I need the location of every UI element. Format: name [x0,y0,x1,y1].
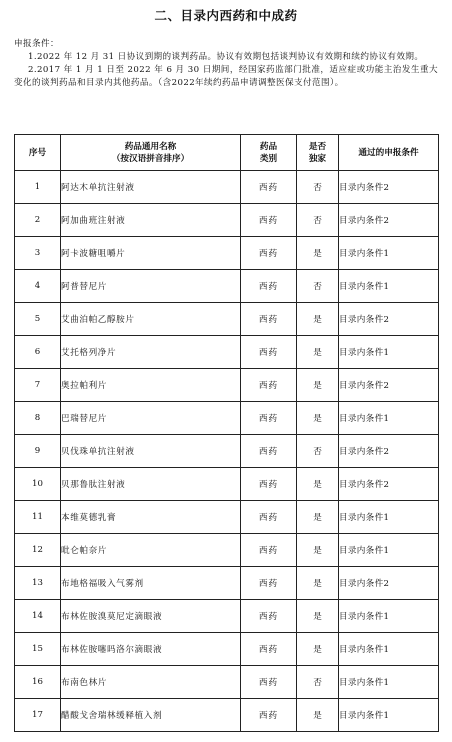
row-number: 8 [15,402,61,435]
drug-condition: 目录内条件2 [339,435,439,468]
table-row [15,402,439,435]
drug-name: 巴瑞替尼片 [61,402,241,435]
row-number: 13 [15,567,61,600]
table-row [15,633,439,666]
drug-name: 阿卡波糖咀嚼片 [61,237,241,270]
header-name [61,135,241,171]
drug-name: 奥拉帕利片 [61,369,241,402]
row-number: 12 [15,534,61,567]
drug-table [14,134,439,732]
drug-name: 本维莫德乳膏 [61,501,241,534]
table-row [15,369,439,402]
drug-category: 西药 [241,402,297,435]
drug-category: 西药 [241,600,297,633]
header-category-line2: 类别 [259,153,278,164]
drug-exclusive: 是 [297,336,339,369]
drug-category: 西药 [241,204,297,237]
header-condition: 通过的申报条件 [339,135,439,171]
header-category-line1: 药品 [259,141,278,152]
drug-condition: 目录内条件2 [339,171,439,204]
drug-category: 西药 [241,336,297,369]
header-exclusive [297,135,339,171]
drug-condition: 目录内条件1 [339,402,439,435]
section-title: 二、目录内西药和中成药 [154,8,298,23]
drug-exclusive: 是 [297,534,339,567]
drug-exclusive: 否 [297,666,339,699]
drug-name: 阿达木单抗注射液 [61,171,241,204]
drug-name: 布林佐胺噻吗洛尔滴眼液 [61,633,241,666]
table-row [15,468,439,501]
drug-exclusive: 是 [297,369,339,402]
drug-category: 西药 [241,633,297,666]
row-number: 4 [15,270,61,303]
row-number: 14 [15,600,61,633]
drug-exclusive: 否 [297,204,339,237]
drug-name: 贝那鲁肽注射液 [61,468,241,501]
drug-exclusive: 是 [297,600,339,633]
conditions-label: 申报条件： [14,39,59,49]
drug-condition: 目录内条件1 [339,633,439,666]
row-number: 11 [15,501,61,534]
drug-exclusive: 是 [297,468,339,501]
drug-exclusive: 是 [297,501,339,534]
drug-condition: 目录内条件1 [339,666,439,699]
drug-condition: 目录内条件2 [339,303,439,336]
drug-name: 醋酸戈舍瑞林缓释植入剂 [61,699,241,732]
drug-name: 艾托格列净片 [61,336,241,369]
drug-exclusive: 是 [297,567,339,600]
drug-category: 西药 [241,699,297,732]
drug-category: 西药 [241,237,297,270]
table-row [15,336,439,369]
drug-exclusive: 否 [297,171,339,204]
drug-name: 布南色林片 [61,666,241,699]
table-row [15,666,439,699]
header-no: 序号 [15,135,61,171]
row-number: 1 [15,171,61,204]
drug-name: 艾曲泊帕乙醇胺片 [61,303,241,336]
row-number: 17 [15,699,61,732]
drug-condition: 目录内条件1 [339,534,439,567]
header-category [241,135,297,171]
drug-name: 阿加曲班注射液 [61,204,241,237]
drug-exclusive: 是 [297,633,339,666]
drug-name: 布地格福吸入气雾剂 [61,567,241,600]
drug-category: 西药 [241,270,297,303]
drug-category: 西药 [241,468,297,501]
drug-exclusive: 是 [297,303,339,336]
row-number: 10 [15,468,61,501]
table-row [15,699,439,732]
table-header-row [15,135,439,171]
conditions-block [14,38,438,90]
drug-condition: 目录内条件2 [339,468,439,501]
drug-category: 西药 [241,534,297,567]
drug-condition: 目录内条件1 [339,270,439,303]
drug-exclusive: 否 [297,270,339,303]
table-row [15,534,439,567]
table-row [15,501,439,534]
drug-category: 西药 [241,567,297,600]
drug-category: 西药 [241,435,297,468]
row-number: 15 [15,633,61,666]
condition-item-1: 1.2022 年 12 月 31 日协议到期的谈判药品。协议有效期包括谈判协议有效期和续约协议有效期。 [28,52,424,62]
drug-category: 西药 [241,501,297,534]
condition-item-2: 2.2017 年 1 月 1 日至 2022 年 6 月 30 日期间，经国家药监部门批准，适应症或功能主治发生重大变化的谈判药品和目录内其他药品。（含2022年续约药品申请调整医保支付范围）。 [14,65,438,88]
drug-condition: 目录内条件2 [339,369,439,402]
drug-condition: 目录内条件1 [339,237,439,270]
table-row [15,303,439,336]
table-row [15,600,439,633]
row-number: 16 [15,666,61,699]
row-number: 3 [15,237,61,270]
drug-category: 西药 [241,303,297,336]
table-row [15,567,439,600]
header-exclusive-line1: 是否 [308,141,327,152]
table-row [15,204,439,237]
drug-condition: 目录内条件1 [339,336,439,369]
drug-condition: 目录内条件1 [339,501,439,534]
row-number: 9 [15,435,61,468]
drug-exclusive: 否 [297,435,339,468]
header-name-line2: （按汉语拼音排序） [111,153,190,164]
drug-exclusive: 是 [297,699,339,732]
table-row [15,270,439,303]
drug-condition: 目录内条件2 [339,204,439,237]
drug-exclusive: 是 [297,402,339,435]
drug-condition: 目录内条件1 [339,600,439,633]
table-row [15,171,439,204]
table-row [15,435,439,468]
table-row [15,237,439,270]
drug-name: 吡仑帕奈片 [61,534,241,567]
header-name-line1: 药品通用名称 [124,141,177,152]
drug-category: 西药 [241,171,297,204]
drug-name: 阿普替尼片 [61,270,241,303]
drug-condition: 目录内条件1 [339,699,439,732]
row-number: 7 [15,369,61,402]
drug-category: 西药 [241,369,297,402]
header-exclusive-line2: 独家 [308,153,327,164]
row-number: 6 [15,336,61,369]
drug-condition: 目录内条件2 [339,567,439,600]
row-number: 5 [15,303,61,336]
drug-category: 西药 [241,666,297,699]
row-number: 2 [15,204,61,237]
drug-exclusive: 是 [297,237,339,270]
drug-name: 贝伐珠单抗注射液 [61,435,241,468]
drug-name: 布林佐胺溴莫尼定滴眼液 [61,600,241,633]
